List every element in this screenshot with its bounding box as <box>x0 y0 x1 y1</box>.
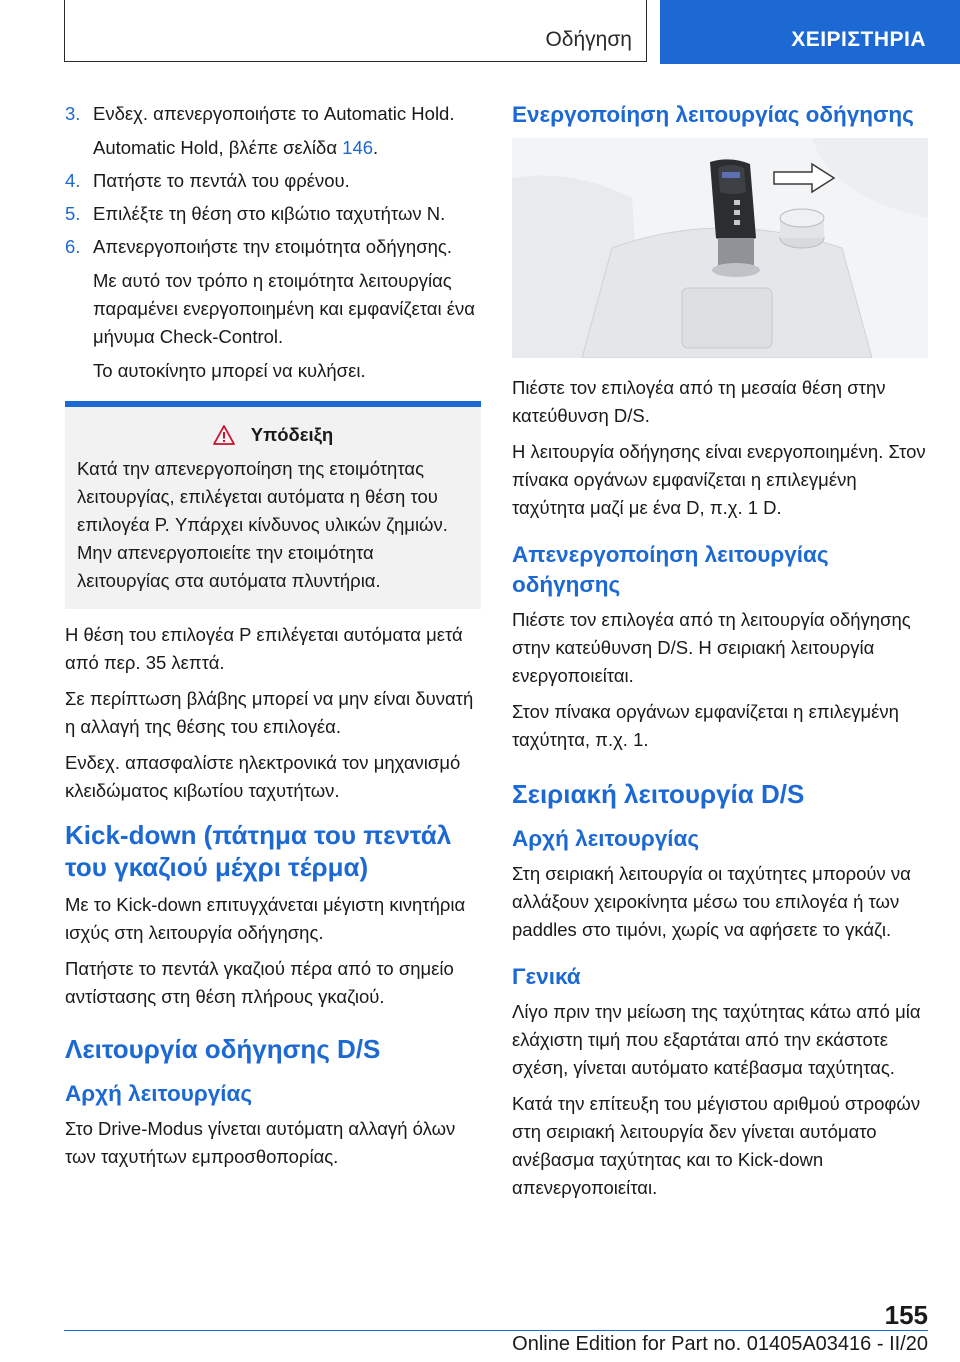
step-number: 6. <box>65 236 81 257</box>
left-column <box>65 100 481 1179</box>
step-number: 5. <box>65 203 81 224</box>
paragraph: Ενδεχ. απασφαλίστε ηλεκτρονικά τον μηχανισμό κλειδώματος κιβωτίου ταχυτήτων. <box>65 752 461 801</box>
paragraph: Στη σειριακή λειτουργία οι ταχύτητες μπορούν να αλλάξουν χειροκίνητα μέσω του επιλογέα ή των paddles στο τιμόνι, χωρίς να αφήσετε το γκάζι. <box>512 863 911 940</box>
gear-selector-illustration <box>512 138 928 358</box>
header-section-title: Οδήγηση <box>545 28 632 51</box>
paragraph: Η λειτουργία οδήγησης είναι ενεργοποιημένη. Στον πίνακα οργάνων εμφανίζεται η επιλεγμένη ταχύτητα μαζί με ένα D, π.χ. 1 D. <box>512 441 926 518</box>
right-column <box>512 100 928 1210</box>
heading-general: Γενικά <box>512 964 581 989</box>
heading-principle: Αρχή λειτουργίας <box>65 1081 253 1106</box>
header-section-tab <box>64 0 647 62</box>
page-reference-link[interactable]: 146 <box>342 137 374 158</box>
warning-note <box>65 401 481 609</box>
paragraph: Σε περίπτωση βλάβης μπορεί να μην είναι δυνατή η αλλαγή της θέσης του επιλογέα. <box>65 688 474 737</box>
step-text: Πατήστε το πεντάλ του φρένου. <box>93 170 350 191</box>
footer-divider <box>64 1330 928 1331</box>
step-number: 4. <box>65 170 81 191</box>
paragraph: Στον πίνακα οργάνων εμφανίζεται η επιλεγμένη ταχύτητα, π.χ. 1. <box>512 701 899 750</box>
warning-triangle-icon <box>213 425 235 445</box>
heading-deactivate: Απενεργοποίηση λειτουργίας οδήγησης <box>512 542 829 597</box>
step-6 <box>65 233 481 385</box>
note-title: Υπόδειξη <box>250 424 334 445</box>
reference-text: Automatic Hold, βλέπε σελίδα <box>93 137 343 158</box>
step-4 <box>65 167 481 195</box>
paragraph: Πιέστε τον επιλογέα από τη μεσαία θέση στην κατεύθυνση D/S. <box>512 377 886 426</box>
paragraph: Πιέστε τον επιλογέα από τη λειτουργία οδήγησης στην κατεύθυνση D/S. Η σειριακή λειτουργία ενεργοποιείται. <box>512 609 911 686</box>
step-reference <box>93 134 481 162</box>
heading-principle: Αρχή λειτουργίας <box>512 826 700 851</box>
step-3 <box>65 100 481 162</box>
step-continuation: Το αυτοκίνητο μπορεί να κυλήσει. <box>93 360 366 381</box>
paragraph: Η θέση του επιλογέα P επιλέγεται αυτόματα μετά από περ. 35 λεπτά. <box>65 624 463 673</box>
heading-activate: Ενεργοποίηση λειτουργίας οδήγησης <box>512 102 914 127</box>
note-header <box>77 421 469 449</box>
heading-ds-mode: Λειτουργία οδήγησης D/S <box>65 1034 381 1064</box>
paragraph: Στο Drive-Modus γίνεται αυτόματη αλλαγή όλων των ταχυτήτων εμπροσθοπορίας. <box>65 1118 456 1167</box>
header-chapter-tab <box>660 0 960 64</box>
paragraph: Κατά την επίτευξη του μέγιστου αριθμού στροφών στη σειριακή λειτουργία δεν γίνεται αυτόματο ανέβασμα ταχύτητας και το Kick-down απενεργοποιείται. <box>512 1093 921 1198</box>
paragraph: Λίγο πριν την μείωση της ταχύτητας κάτω από μία ελάχιστη τιμή που εξαρτάται από την εκάστοτε σχέση, γίνεται αυτόματο κατέβασμα ταχύτητας. <box>512 1001 921 1078</box>
note-text: Κατά την απενεργοποίηση της ετοιμότητας λειτουργίας, επιλέγεται αυτόματα η θέση του επιλογέα P. Υπάρχει κίνδυνος υλικών ζημιών. Μην απενεργοποιείτε την ετοιμότητα λειτουργίας στα αυτόματα πλυντήρια. <box>77 458 448 591</box>
page-number: 155 <box>884 1300 928 1330</box>
paragraph: Με το Kick-down επιτυγχάνεται μέγιστη κινητήρια ισχύς στη λειτουργία οδήγησης. <box>65 894 466 943</box>
paragraph: Πατήστε το πεντάλ γκαζιού πέρα από το σημείο αντίστασης στη θέση πλήρους γκαζιού. <box>65 958 454 1007</box>
step-number: 3. <box>65 103 81 124</box>
header-chapter-title: ΧΕΙΡΙΣΤΗΡΙΑ <box>791 28 926 51</box>
heading-sequential: Σειριακή λειτουργία D/S <box>512 779 805 809</box>
step-continuation: Με αυτό τον τρόπο η ετοιμότητα λειτουργίας παραμένει ενεργοποιημένη και εμφανίζεται ένα μήνυμα Check-Control. <box>93 270 475 347</box>
step-5 <box>65 200 481 228</box>
heading-kickdown: Kick-down (πάτημα του πεντάλ του γκαζιού μέχρι τέρμα) <box>65 820 452 882</box>
step-text: Ενδεχ. απενεργοποιήστε το Automatic Hold. <box>93 103 455 124</box>
step-text: Επιλέξτε τη θέση στο κιβώτιο ταχυτήτων N. <box>93 203 446 224</box>
edition-info: Online Edition for Part no. 01405A03416 - II/20 <box>512 1333 928 1355</box>
reference-end: . <box>373 137 379 158</box>
step-text: Απενεργοποιήστε την ετοιμότητα οδήγησης. <box>93 236 452 257</box>
